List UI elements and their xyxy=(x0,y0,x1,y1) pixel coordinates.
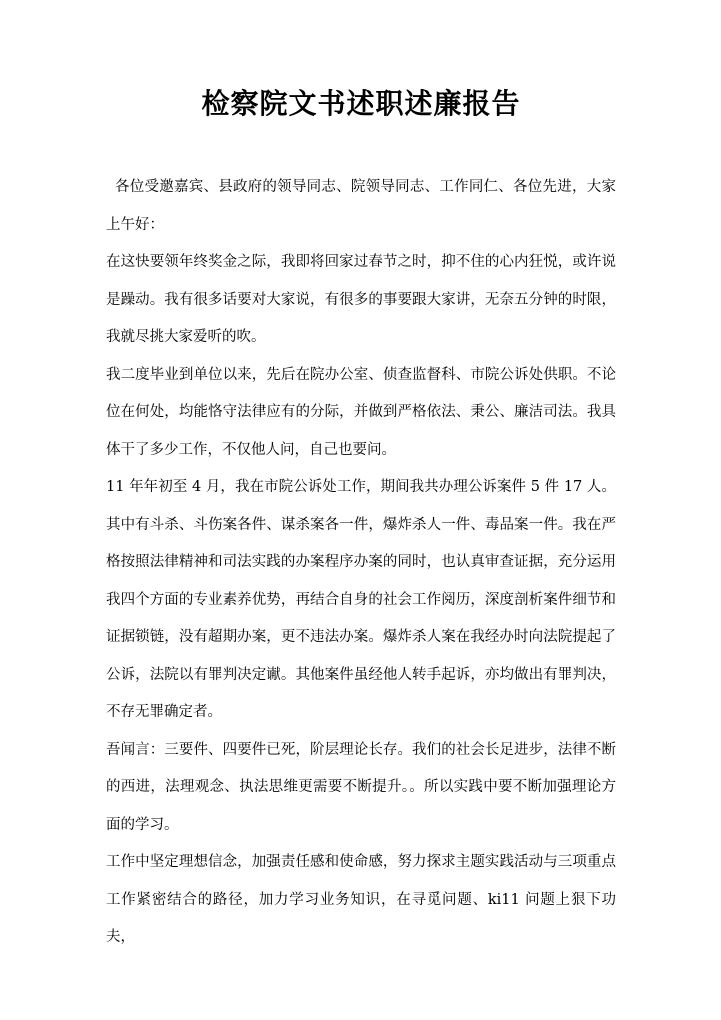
paragraph-work-commitment: 工作中坚定理想信念，加强责任感和使命感，努力探求主题实践活动与三项重点工作紧密结合的路径，加力学习业务知识，在寻觅问题、ki11 问题上狠下功夫， xyxy=(106,854,616,945)
paragraph-opening: 在这快要领年终奖金之际，我即将回家过春节之时，抑不住的心内狂悦，或许说是躁动。我有很多话要对大家说，有很多的事要跟大家讲，无奈五分钟的时限，我就尽挑大家爱听的吹。 xyxy=(106,254,616,345)
document-title: 检察院文书述职述廉报告 xyxy=(201,87,521,120)
paragraph-greeting: 各位受邀嘉宾、县政府的领导同志、院领导同志、工作同仁、各位先进，大家上午好： xyxy=(106,179,616,233)
paragraph-case-work: 11 年年初至 4 月，我在市院公诉处工作，期间我共办理公诉案件 5 件 17 人。其中有斗杀、斗伤案各件、谋杀案各一件，爆炸杀人一件、毒品案一件。我在严格按照法律精神和司法实践的办案程序办案的同时，也认真审查证据，充分运用我四个方面的专业素养优势，再结合自身的社会工作阅历，深度剖析案件细节和证据锁链，没有超期办案，更不违法办案。爆炸杀人案在我经办时向法院提起了公诉，法院以有罪判决定谳。其他案件虽经他人转手起诉，亦均做出有罪判决，不存无罪确定者。 xyxy=(106,479,616,720)
paragraph-career-history: 我二度毕业到单位以来，先后在院办公室、侦查监督科、市院公诉处供职。不论位在何处，均能恪守法律应有的分际，并做到严格依法、秉公、廉洁司法。我具体干了多少工作，不仅他人问，自己也要问。 xyxy=(106,366,616,458)
paragraph-legal-theory: 吾闻言：三要件、四要件已死，阶层理论长存。我们的社会长足进步，法律不断的西进，法理观念、执法思维更需要不断提升。。所以实践中要不断加强理论方面的学习。 xyxy=(106,741,616,833)
